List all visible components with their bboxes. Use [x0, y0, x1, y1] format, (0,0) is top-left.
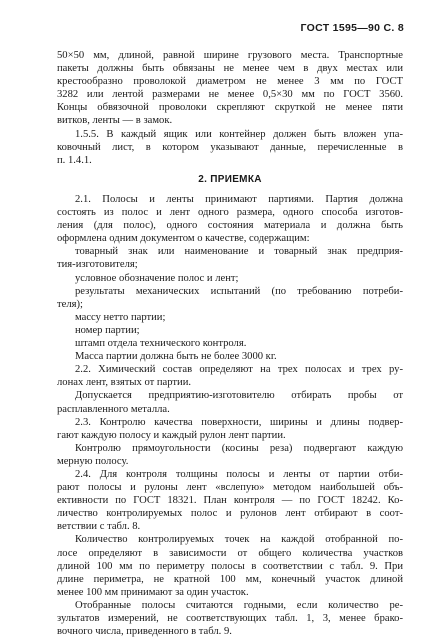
text-line: рают полосы и рулоны лент «вслепую» методом наибольшей объ-	[57, 482, 403, 494]
text-line: 2.2. Химический состав определяют на трех полосах и трех ру-	[75, 364, 403, 376]
text-line: 2.4. Для контроля толщины полосы и ленты от партии отби-	[75, 468, 403, 480]
text-line: состоять из полос и лент одного размера, одного способа изготов-	[57, 207, 403, 219]
text-line: крестообразно проволокой диаметром не менее 3 мм по ГОСТ	[57, 76, 403, 88]
text-line: ветствии с табл. 8.	[57, 521, 141, 533]
text-line: товарный знак или наименование и товарный знак предприя-	[75, 246, 403, 258]
text-line: массу нетто партии;	[75, 311, 166, 323]
text-line: Допускается предприятию-изготовителю отбирать пробы от	[75, 390, 403, 402]
text-line: условное обозначение полос и лент;	[75, 272, 239, 284]
text-line: зультатов измерений, не соответствующих табл. 1, 3, менее брако-	[57, 613, 403, 624]
text-line: вочного числа, приведенного в табл. 9.	[57, 626, 232, 638]
text-line: Концы обвязочной проволоки скрепляют скруткой не менее пяти	[57, 102, 403, 114]
text-line: гают каждую полосу и каждый рулон лент партии.	[57, 429, 286, 441]
text-line: штамп отдела технического контроля.	[75, 338, 247, 350]
text-line: длине периметра, не кратной 100 мм, конечный участок длиной	[57, 573, 403, 585]
text-block-acceptance	[57, 193, 403, 638]
text-line: менее 100 мм принимают за один участок.	[57, 586, 249, 598]
text-line: теля);	[57, 298, 83, 310]
text-line: расплавленного металла.	[57, 403, 170, 415]
page-header: ГОСТ 1595—90 С. 8	[300, 22, 404, 34]
text-line: ективности по ГОСТ 18321. План контроля — по ГОСТ 18242. Ко-	[57, 495, 403, 507]
text-line: длиной 100 мм по периметру полосы в соответствии с табл. 9. При	[57, 560, 403, 572]
text-line: личество контролируемых полос и рулонов лент отбирают в соот-	[57, 508, 403, 520]
text-line: 2.3. Контролю качества поверхности, ширины и длины подвер-	[75, 416, 403, 428]
text-line: результаты механических испытаний (по требованию потреби-	[75, 285, 403, 297]
text-line: лосе определяют в зависимости от общего количества участков	[57, 547, 403, 559]
section-title: 2. ПРИЕМКА	[198, 174, 262, 185]
text-line: ления (для полос), одного состояния материала и должна быть	[57, 220, 403, 232]
text-line: номер партии;	[75, 324, 140, 336]
text-line: тия-изготовителя;	[57, 259, 138, 271]
text-line: лонах лент, взятых от партии.	[57, 377, 192, 389]
text-line: 2.1. Полосы и ленты принимают партиями. Партия должна	[75, 194, 403, 205]
text-line: пакеты должны быть обвязаны не менее чем в двух местах или	[57, 63, 403, 75]
text-line: ковочный лист, в котором указывают данные, перечисленные в	[57, 141, 403, 153]
text-block-packing	[57, 49, 403, 167]
text-line: Масса партии должна быть не более 3000 кг.	[75, 351, 277, 363]
text-line: Контролю прямоугольности (косины реза) подвергают каждую	[75, 442, 403, 454]
text-line: 1.5.5. В каждый ящик или контейнер должен быть вложен упа-	[75, 128, 403, 140]
text-line: оформлена одним документом о качестве, содержащим:	[57, 233, 310, 245]
text-line: 50×50 мм, длиной, равной ширине грузового места. Транспортные	[57, 50, 403, 61]
text-line: Количество контролируемых точек на каждой отобранной по-	[75, 534, 403, 546]
text-line: мерную полосу.	[57, 455, 129, 467]
text-line: 3282 или лентой размерами не менее 0,5×30 мм по ГОСТ 3560.	[57, 89, 403, 101]
text-line: Отобранные полосы считаются годными, если количество ре-	[75, 599, 403, 611]
text-line: витков, ленты — в замок.	[57, 115, 173, 127]
text-line: п. 1.4.1.	[57, 154, 92, 166]
